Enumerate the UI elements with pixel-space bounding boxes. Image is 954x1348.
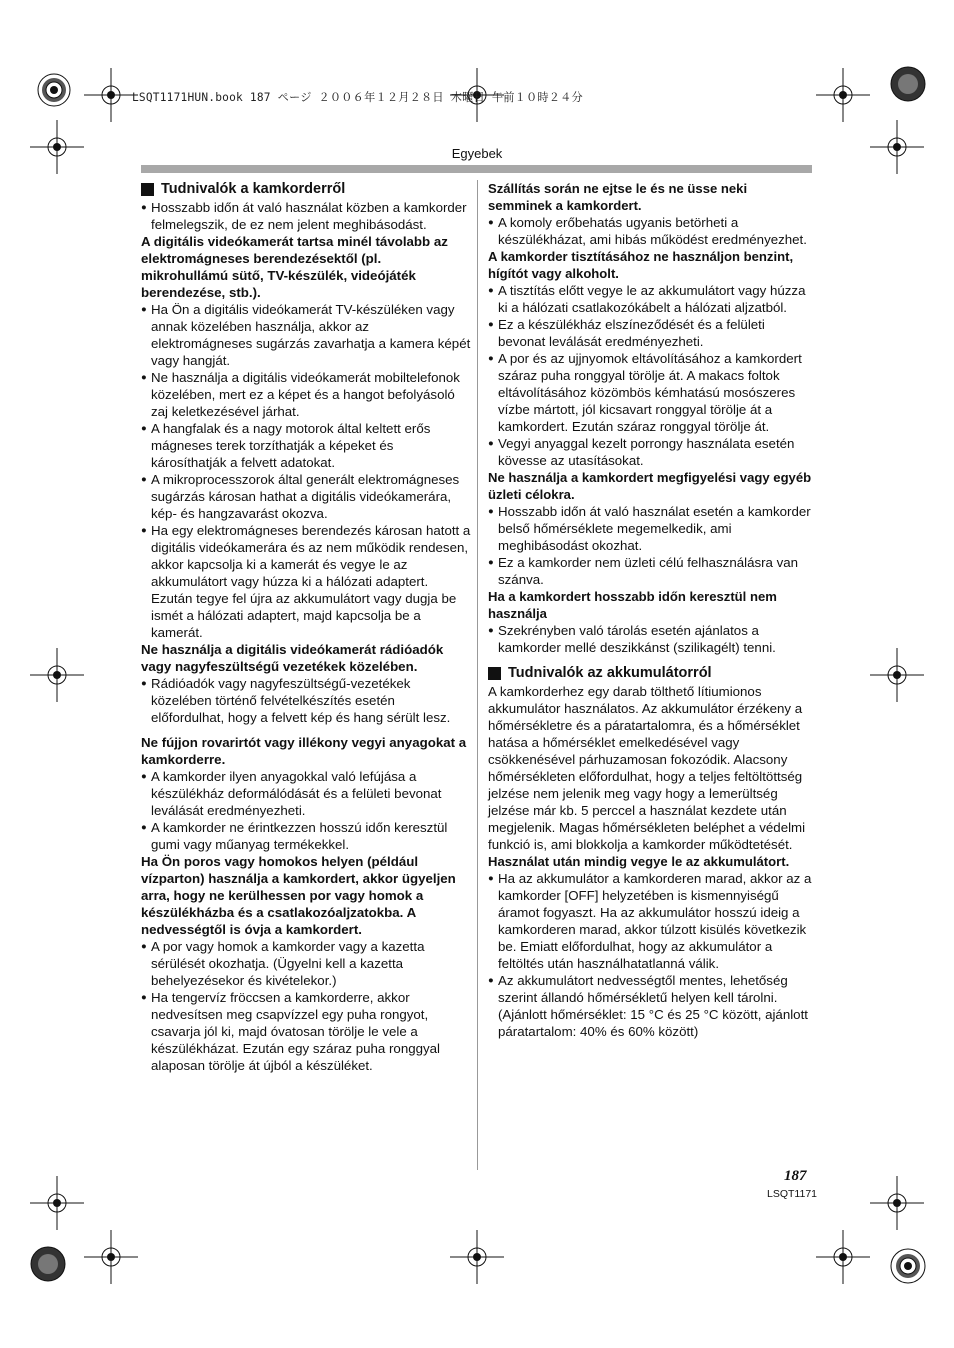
bullet-item: ● Ez a készülékház elszíneződését és a felületi bevonat leválását eredményezheti. <box>488 316 813 350</box>
bullet-list <box>488 622 813 656</box>
bullet-item: ● A tisztítás előtt vegye le az akkumulátort vagy húzza ki a hálózati csatlakozókábelt a hálózati aljzatból. <box>488 282 813 316</box>
bullet-item: ● Szekrényben való tárolás esetén ajánlatos a kamkorder mellé deszikkánst (szilikagélt) tenni. <box>488 622 813 656</box>
bullet-list <box>141 675 471 726</box>
bullet-item: ● A por és az ujjnyomok eltávolításához a kamkordert száraz puha ronggyal törölje át. A makacs foltok eltávolításához közömbös kémhatású mosószeres vízbe mártott, jól kicsavart ronggyal törölje át a kamkordert. Ezután száraz ronggyal törölje át. <box>488 350 813 435</box>
section-title: Egyebek <box>451 146 503 161</box>
bold-paragraph: Ha Ön poros vagy homokos helyen (például vízparton) használja a kamkordert, akkor ügyeljen arra, hogy ne kerülhessen por vagy homok a készülékházba és a csatlakozóaljzatokba. A nedvességtől is óvja a kamkordert. <box>141 854 456 937</box>
bullet-item: ● A mikroprocesszorok által generált elektromágneses sugárzás károsan hathat a digitális videókamerára, kép- és hangzavarást okozva. <box>141 471 471 522</box>
bullet-list <box>141 199 471 233</box>
crosshair-mark <box>84 68 138 122</box>
body-paragraph: A kamkorderhez egy darab tölthető lítiumionos akkumulátor használatos. Az akkumulátor érzékeny a hőmérsékletre és a páratartalomra, és a hőmérséklet hatása a hőmérséklet emelkedésével vagy csökkenésével párhuzamosan fokozódik. Alacsony hőmérsékleten előfordulhat, hogy a teljes feltöltöttség jelzése nem jelenik meg vagy hogy a lemerültség jelzése már kb. 5 perccel a használat kezdete után megjelenik. Magas hőmérsékleten beléphet a védelmi funkció is, ami blokkolja a kamkorder működtetését. <box>488 684 806 852</box>
registration-mark-bottom-right <box>876 1234 940 1298</box>
bullet-item: ● Ha tengervíz fröccsen a kamkorderre, akkor nedvesítsen meg csapvízzel egy puha rongyot, csavarja jól ki, majd óvatosan törölje le vele a készülékházat. Ezután egy száraz puha ronggyal alaposan törölje át újból a készüléket. <box>141 989 471 1074</box>
left-column <box>141 180 471 1074</box>
bold-paragraph: Használat után mindig vegye le az akkumulátort. <box>488 854 790 869</box>
bullet-list <box>488 503 813 588</box>
column-divider <box>477 180 478 1170</box>
bold-paragraph: Ne fújjon rovarirtót vagy illékony vegyi anyagokat a kamkorderre. <box>141 735 467 767</box>
bullet-item: ● A por vagy homok a kamkorder vagy a kazetta sérülését okozhatja. (Ügyelni kell a kazetta behelyezésekor és kivételekor.) <box>141 938 471 989</box>
square-bullet-icon <box>488 667 501 680</box>
bullet-item: ● Ha egy elektromágneses berendezés károsan hatott a digitális videókamerára és az nem működik rendesen, akkor kapcsolja ki a kamerát és vegye le az akkumulátort vagy húzza ki a hálózati adaptert. Ezután tegye fel újra az akkumulátort vagy dugja be ismét a hálózati adaptert, majd kapcsolja be a kamerát. <box>141 522 471 641</box>
crosshair-mark <box>870 1176 924 1230</box>
bullet-item: ● A kamkorder ne érintkezzen hosszú időn keresztül gumi vagy műanyag termékekkel. <box>141 819 471 853</box>
bullet-list <box>141 768 471 853</box>
crosshair-mark <box>816 68 870 122</box>
crosshair-mark <box>30 648 84 702</box>
page-number: 187 <box>784 1168 807 1184</box>
bold-paragraph: A kamkorder tisztításához ne használjon benzint, hígítót vagy alkoholt. <box>488 249 794 281</box>
bullet-item: ● Ha Ön a digitális videókamerát TV-készüléken vagy annak közelében használja, akkor az elektromágneses sugárzás zavarhatja a kamera képét vagy hangját. <box>141 301 471 369</box>
bullet-list <box>488 870 813 1040</box>
bullet-item: ● Rádióadók vagy nagyfeszültségű-vezetékek közelében történő felvételkészítés esetén előfordulhat, hogy a felvett kép és hang sérült lesz. <box>141 675 471 726</box>
bullet-item: ● Ha az akkumulátor a kamkorderen marad, akkor az a kamkorder [OFF] helyzetében is kismennyiségű áramot fogyaszt. Ha az akkumulátor hosszú ideig a kamkorderen marad, akkor túlzott kisülés következik be. Emiatt előfordulhat, hogy az akkumulátor a feltöltés után használhatatlanná válik. <box>488 870 813 972</box>
bullet-list <box>141 301 471 641</box>
bullet-item: ● Ne használja a digitális videókamerát mobiltelefonok közelében, mert ez a képet és a hangot befolyásoló zaj keletkezésével járhat. <box>141 369 471 420</box>
bullet-list <box>488 214 813 248</box>
bullet-list <box>141 938 471 1074</box>
section-heading-camcorder <box>141 180 471 198</box>
bullet-item: ● A komoly erőbehatás ugyanis betörheti a készülékházat, ami hibás működést eredményezhet. <box>488 214 813 248</box>
bold-paragraph: Ha a kamkordert hosszabb időn keresztül nem használja <box>488 589 777 621</box>
section-heading-battery <box>488 664 813 682</box>
bold-paragraph: Ne használja a digitális videókamerát rádióadók vagy nagyfeszültségű vezetékek közelében. <box>141 642 444 674</box>
heading-text: Tudnivalók az akkumulátorról <box>508 665 712 681</box>
bullet-list <box>488 282 813 469</box>
crosshair-mark <box>870 648 924 702</box>
bullet-item: ● Az akkumulátort nedvességtől mentes, lehetőség szerint állandó hőmérsékletű helyen kell tárolni. (Ajánlott hőmérséklet: 15 °C és 25 °C között, ajánlott páratartalom: 40% és 60% között) <box>488 972 813 1040</box>
bullet-item: ● Ez a kamkorder nem üzleti célú felhasználásra van szánva. <box>488 554 813 588</box>
bullet-item: ● Hosszabb időn át való használat közben a kamkorder felmelegszik, de ez nem jelent meghibásodást. <box>141 199 471 233</box>
bold-paragraph: A digitális videókamerát tartsa minél távolabb az elektromágneses berendezésektől (pl. mikrohullámú sütő, TV-készülék, videójáték berendezése, stb.). <box>141 234 448 300</box>
crosshair-mark <box>84 1230 138 1284</box>
header-rule <box>141 165 812 173</box>
heading-text: Tudnivalók a kamkorderről <box>161 181 346 197</box>
registration-mark-bottom-left <box>16 1232 80 1296</box>
crosshair-mark <box>30 1176 84 1230</box>
bold-paragraph: Ne használja a kamkordert megfigyelési vagy egyéb üzleti célokra. <box>488 470 812 502</box>
bullet-item: ● Vegyi anyaggal kezelt porrongy használata esetén kövesse az utasításokat. <box>488 435 813 469</box>
crosshair-mark <box>450 1230 504 1284</box>
print-info-header: LSQT1171HUN.book 187 ページ ２００６年１２月２８日 木曜日 午前１０時２４分 <box>132 91 583 104</box>
bullet-item: ● Hosszabb időn át való használat esetén a kamkorder belső hőmérséklete megemelkedik, ami meghibásodást okozhat. <box>488 503 813 554</box>
registration-mark-top-right <box>876 52 940 116</box>
registration-mark-top-left <box>24 60 84 120</box>
document-code: LSQT1171 <box>767 1188 818 1200</box>
bullet-item: ● A hangfalak és a nagy motorok által keltett erős mágneses terek torzíthatják a képeket és károsíthatják a felvett adatokat. <box>141 420 471 471</box>
bold-paragraph: Szállítás során ne ejtse le és ne üsse neki semminek a kamkordert. <box>488 181 748 213</box>
square-bullet-icon <box>141 183 154 196</box>
bullet-item: ● A kamkorder ilyen anyagokkal való lefújása a készülékház deformálódását és a felületi bevonat leválását eredményezheti. <box>141 768 471 819</box>
crosshair-mark <box>816 1230 870 1284</box>
right-column <box>488 180 813 1040</box>
